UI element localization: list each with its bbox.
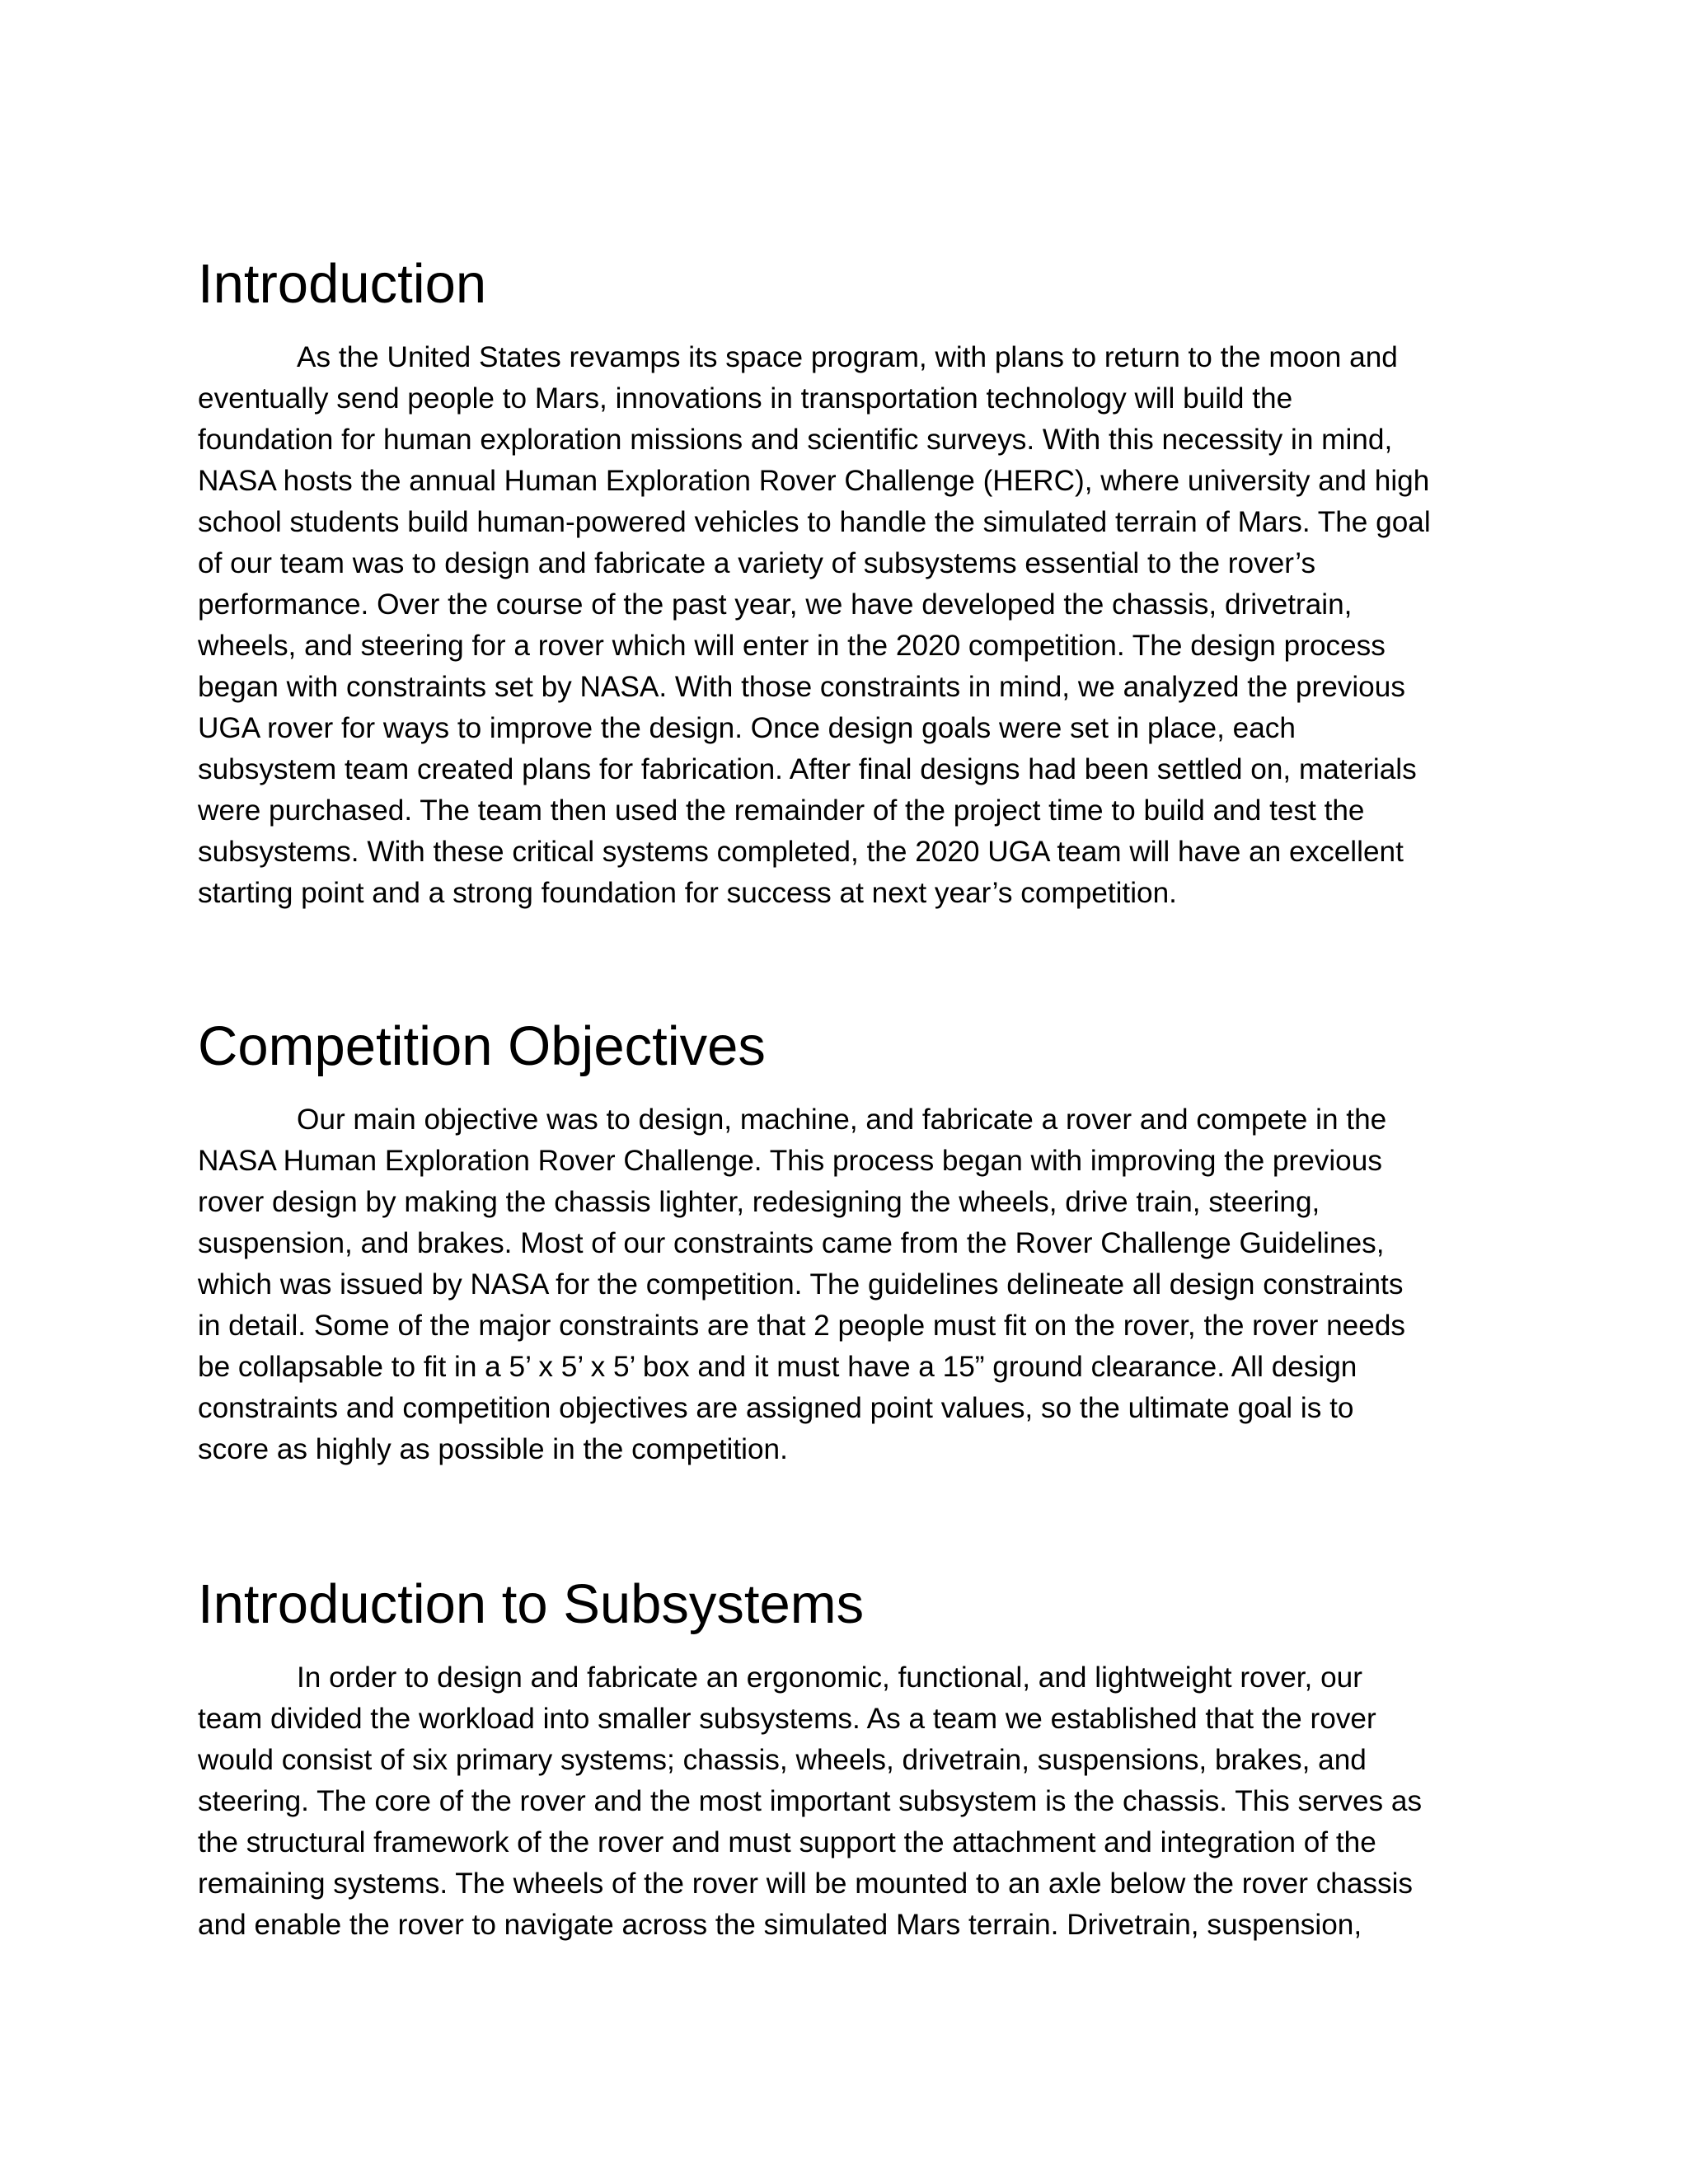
paragraph-line: NASA hosts the annual Human Exploration Rover Challenge (HERC), where university and high [198, 465, 1430, 497]
paragraph-line: NASA Human Exploration Rover Challenge. This process began with improving the previous [198, 1145, 1382, 1177]
paragraph-line: in detail. Some of the major constraints are that 2 people must fit on the rover, the rover needs [198, 1310, 1405, 1342]
section-heading: Introduction to Subsystems [198, 1573, 865, 1635]
section-competition-objectives [198, 1014, 1492, 1470]
paragraph-line: Our main objective was to design, machine, and fabricate a rover and compete in the [297, 1104, 1387, 1136]
paragraph-line: remaining systems. The wheels of the rover will be mounted to an axle below the rover chassis [198, 1868, 1414, 1900]
paragraph-line: began with constraints set by NASA. With those constraints in mind, we analyzed the previous [198, 671, 1405, 703]
paragraph-line: were purchased. The team then used the remainder of the project time to build and test the [198, 794, 1365, 827]
paragraph-line: wheels, and steering for a rover which will enter in the 2020 competition. The design process [198, 630, 1386, 662]
paragraph-line: foundation for human exploration missions and scientific surveys. With this necessity in mind, [198, 424, 1393, 456]
section-paragraph [198, 1657, 1492, 1946]
paragraph-line: subsystems. With these critical systems completed, the 2020 UGA team will have an excellent [198, 836, 1404, 868]
paragraph-line: subsystem team created plans for fabrication. After final designs had been settled on, materials [198, 753, 1417, 785]
paragraph-line: suspension, and brakes. Most of our constraints came from the Rover Challenge Guidelines, [198, 1227, 1385, 1259]
paragraph-line: In order to design and fabricate an ergonomic, functional, and lightweight rover, our [297, 1661, 1362, 1694]
section-heading: Competition Objectives [198, 1015, 766, 1077]
section-introduction-to-subsystems [198, 1572, 1492, 1946]
paragraph-line: rover design by making the chassis lighter, redesigning the wheels, drive train, steering, [198, 1186, 1320, 1218]
paragraph-line: of our team was to design and fabricate a variety of subsystems essential to the rover’s [198, 547, 1316, 579]
paragraph-line: score as highly as possible in the competition. [198, 1433, 788, 1465]
section-heading: Introduction [198, 253, 487, 315]
paragraph-line: performance. Over the course of the past year, we have developed the chassis, drivetrain, [198, 588, 1353, 621]
section-paragraph [198, 1099, 1492, 1470]
section-introduction [198, 251, 1492, 914]
paragraph-line: which was issued by NASA for the competition. The guidelines delineate all design constraints [198, 1268, 1404, 1301]
paragraph-line: starting point and a strong foundation for success at next year’s competition. [198, 877, 1177, 909]
paragraph-line: team divided the workload into smaller subsystems. As a team we established that the rover [198, 1703, 1376, 1735]
paragraph-line: school students build human-powered vehicles to handle the simulated terrain of Mars. The goal [198, 506, 1431, 538]
section-paragraph [198, 337, 1492, 914]
paragraph-line: constraints and competition objectives are assigned point values, so the ultimate goal is to [198, 1392, 1354, 1424]
paragraph-line: eventually send people to Mars, innovations in transportation technology will build the [198, 382, 1293, 415]
paragraph-line: UGA rover for ways to improve the design. Once design goals were set in place, each [198, 712, 1296, 744]
paragraph-line: be collapsable to fit in a 5’ x 5’ x 5’ box and it must have a 15” ground clearance. All design [198, 1351, 1357, 1383]
paragraph-line: steering. The core of the rover and the most important subsystem is the chassis. This serves as [198, 1785, 1423, 1817]
paragraph-line: the structural framework of the rover and must support the attachment and integration of the [198, 1826, 1376, 1858]
paragraph-line: would consist of six primary systems; chassis, wheels, drivetrain, suspensions, brakes, and [198, 1744, 1367, 1776]
paragraph-line: As the United States revamps its space program, with plans to return to the moon and [297, 341, 1398, 373]
paragraph-line: and enable the rover to navigate across the simulated Mars terrain. Drivetrain, suspension, [198, 1909, 1362, 1941]
